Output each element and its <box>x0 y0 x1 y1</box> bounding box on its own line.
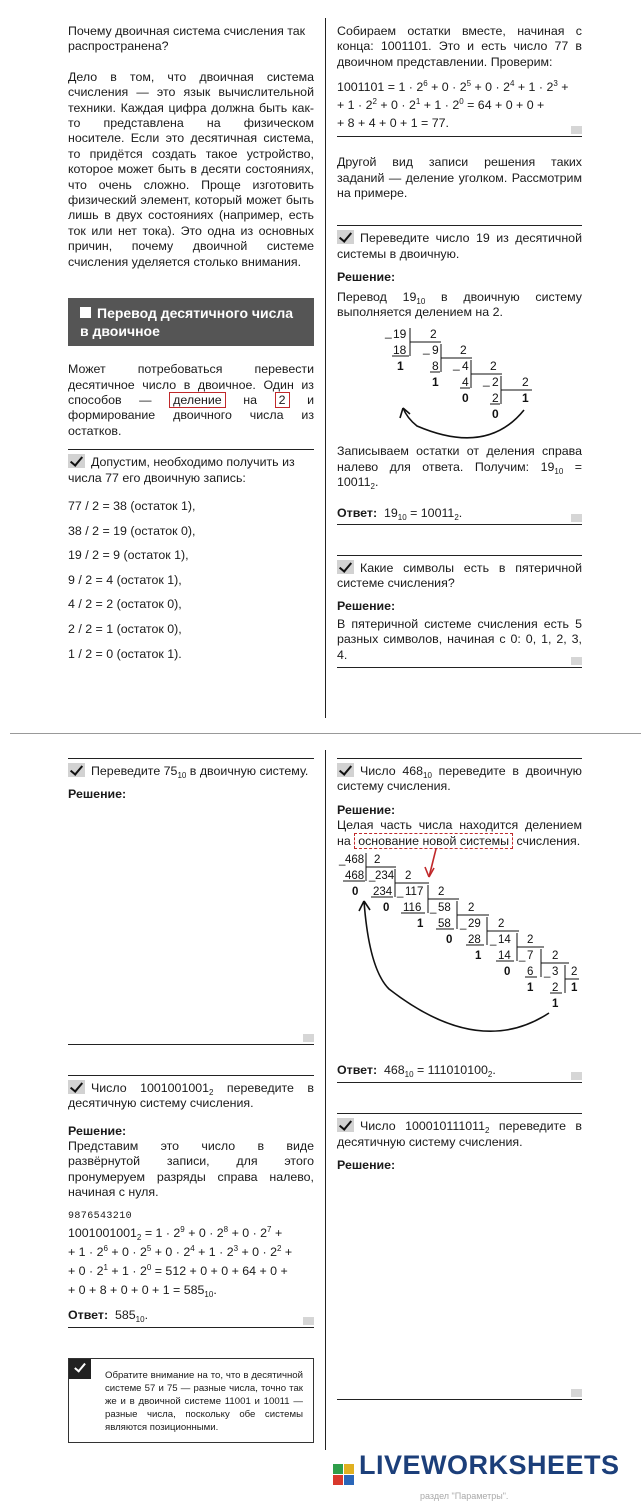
svg-text:1: 1 <box>397 359 404 374</box>
step-item: 9 / 2 = 4 (остаток 1), <box>68 572 182 587</box>
svg-text:116: 116 <box>403 902 422 915</box>
step-item: 38 / 2 = 19 (остаток 0), <box>68 523 196 538</box>
step-item: 77 / 2 = 38 (остаток 1), <box>68 498 196 513</box>
logo-icon <box>333 1464 355 1486</box>
long-division-468 <box>329 849 579 1049</box>
svg-text:2: 2 <box>492 375 499 390</box>
svg-text:2: 2 <box>527 934 534 947</box>
task19-result: Записываем остатки от деления справа налево для ответа. Получим: $19_{10} = 10011_2$. Ответ: $19_{10} = 10011_2$. <box>337 444 582 524</box>
verification: $1001101 = 1 \cdot 2^6 + 0 \cdot 2^5 + 0 \cdot 2^4 + 1 \cdot 2^3$ + + $1 \cdot 2^2 + 0 \cdot 2^1 + 1 \cdot 2^0 = 64 + 0 + 0$ + + 8 + 4 + 0 + 1 = 77. <box>337 78 582 137</box>
task-100010111011: Число $100010111011_2$ переведите в десятичную систему счисления. Решение: <box>337 1113 582 1399</box>
end-square <box>571 126 582 134</box>
task5-solution: Представим это число в виде развёрнутой записи, для этого пронумеруем разряды справа налево, начиная с нуля. <box>68 1139 314 1200</box>
svg-text:14: 14 <box>498 950 511 963</box>
step-item: 4 / 2 = 2 (остаток 0), <box>68 597 182 612</box>
svg-text:14: 14 <box>498 934 511 947</box>
svg-text:2: 2 <box>492 391 499 406</box>
step-item: 2 / 2 = 1 (остаток 0), <box>68 621 182 636</box>
task-468: Число $468_{10}$ переведите в двоичную систему счисления. Решение: Целая часть числа находится делением на основание новой системы счисления. _ 468 468 0 2 _ 234 234 0 2 _ 117 116 1 2 _ 58 58 0 2 _ 29 28 1 2 _ 14 14 0 2 _ 7 6 1 2 _ 3 2 1 2 1 Ответ: $468_{10} = 111010100_2$. <box>337 758 582 1083</box>
svg-text:1: 1 <box>417 918 424 931</box>
checkmark-icon <box>68 1080 85 1094</box>
logo-text: LIVEWORKSHEETS <box>359 1450 620 1480</box>
svg-text:8: 8 <box>432 359 439 374</box>
task-19: Переведите число 19 из десятичной системы в двоичную. Решение: Перевод $19_{10}$ в двоичную систему выполняется делением на 2. 19 _ 18 1 2 9 _ 8 1 2 4 _ 4 0 2 2 _ 2 0 2 1 Записываем остатки от деления справа налево для ответа. Получим: $19_{10} = 10011_2$. Ответ: $19_{10} = 10011_2$. <box>337 225 582 524</box>
svg-text:7: 7 <box>527 950 534 963</box>
svg-text:2: 2 <box>460 343 467 358</box>
svg-text:468: 468 <box>345 854 365 867</box>
svg-text:4: 4 <box>462 359 469 374</box>
svg-text:_: _ <box>369 870 376 883</box>
checkmark-icon <box>337 230 354 244</box>
svg-text:0: 0 <box>446 934 453 947</box>
svg-text:_: _ <box>385 326 392 340</box>
svg-text:1: 1 <box>571 982 578 995</box>
svg-text:0: 0 <box>383 902 390 915</box>
svg-text:2: 2 <box>430 327 437 342</box>
task19-solution: Перевод $19_{10}$ в двоичную систему выполняется делением на 2. <box>337 289 582 320</box>
svg-text:6: 6 <box>527 966 534 979</box>
svg-text:468: 468 <box>345 870 365 883</box>
answer-area-100010111011[interactable] <box>337 1174 582 1400</box>
answer-585: Ответ: $585_{10}$. <box>68 1308 314 1328</box>
steps-list <box>68 494 314 666</box>
solution-label: Решение: <box>337 270 396 285</box>
svg-text:_: _ <box>423 341 430 356</box>
left-column-bottom <box>68 758 314 1443</box>
svg-text:2: 2 <box>552 950 559 963</box>
svg-text:2: 2 <box>374 854 381 867</box>
svg-text:2: 2 <box>522 375 529 390</box>
svg-text:_: _ <box>430 902 437 915</box>
svg-text:2: 2 <box>468 902 475 915</box>
checkmark-icon <box>68 763 85 777</box>
svg-text:_: _ <box>460 918 467 931</box>
svg-text:234: 234 <box>373 886 393 899</box>
svg-text:28: 28 <box>468 934 481 947</box>
svg-text:1: 1 <box>522 391 529 406</box>
svg-text:0: 0 <box>492 407 499 422</box>
blank-two[interactable]: 2 <box>275 392 290 408</box>
blank-delenie[interactable]: деление <box>169 392 226 408</box>
svg-text:0: 0 <box>462 391 469 406</box>
task-1001001001: Число $1001001001_2$ переведите в десятичную систему счисления. Решение: Представим это число в виде развёрнутой записи, для этого пронумеруем разряды справа налево, начиная с нуля. 9876543210 $1001001001_2 = 1 \cdot 2^9 + 0 \cdot 2^8 + 0 \cdot 2^7$ + + $1 \cdot 2^6 + 0 \cdot 2^5 + 0 \cdot 2^4 + 1 \cdot 2^3 + 0 \cdot 2^2$ + + $0 \cdot 2^1 + 1 \cdot 2^0 = 512 + 0 + 0 + 64 + 0$ + + $0 + 8 + 0 + 0 + 1 = 585_{10}$. Ответ: $585_{10}$. <box>68 1075 314 1329</box>
other-view-paragraph: Другой вид записи решения таких заданий — деление уголком. Рассмотрим на примере. <box>337 155 582 201</box>
svg-text:_: _ <box>397 886 404 899</box>
svg-text:_: _ <box>453 357 460 372</box>
column-divider-bottom <box>325 750 326 1450</box>
question-answer: Дело в том, что двоичная система счисления — это язык вычислительной техники. Каждая цифра должна быть как-то представлена на физическом носителе. Если это десятичная система, то придётся создать такое устройство, которое может быть в десяти состояниях, что очень сложно. Проще изготовить физический элемент, который может быть лишь в двух состояниях (например, есть ток или нет тока). Это одна из основных причин, почему двоичной системе счисления уделяется столько внимания. <box>68 69 314 269</box>
blank-osnovanie[interactable]: основание новой системы <box>354 833 513 849</box>
svg-text:2: 2 <box>405 870 412 883</box>
solution-label: Решение: <box>68 1123 127 1138</box>
solution-label: Решение: <box>337 1158 396 1173</box>
answer-area-75[interactable] <box>68 803 314 1045</box>
svg-text:58: 58 <box>438 918 451 931</box>
svg-text:2: 2 <box>498 918 505 931</box>
svg-text:117: 117 <box>405 886 424 899</box>
answer-468: Ответ: $468_{10} = 111010100_2$. <box>337 1063 582 1083</box>
solution-label: Решение: <box>337 599 396 614</box>
svg-text:18: 18 <box>393 343 407 358</box>
svg-text:0: 0 <box>352 886 359 899</box>
svg-text:_: _ <box>490 934 497 947</box>
note-text: Обратите внимание на то, что в десятичной системе 57 и 75 — разные числа, точно так же и в двоичной системе 11001 и 10011 — разные числа, поскольку обе системы являются позиционными. <box>105 1370 303 1434</box>
svg-text:_: _ <box>519 950 526 963</box>
svg-text:1: 1 <box>475 950 482 963</box>
solution-label: Решение: <box>68 787 127 802</box>
step-item: 19 / 2 = 9 (остаток 1), <box>68 548 189 563</box>
svg-text:4: 4 <box>462 375 469 390</box>
solution-label: Решение: <box>337 802 396 817</box>
checkmark-icon <box>337 560 354 574</box>
svg-text:1: 1 <box>552 998 559 1011</box>
note-box <box>68 1358 314 1443</box>
column-divider <box>325 18 326 718</box>
svg-text:1: 1 <box>527 982 534 995</box>
svg-text:234: 234 <box>375 870 395 883</box>
checkmark-icon <box>337 1118 354 1132</box>
svg-text:2: 2 <box>552 982 559 995</box>
right-column-bottom <box>337 758 582 1400</box>
svg-text:9: 9 <box>432 343 439 358</box>
task-pentary: Какие символы есть в пятеричной системе счисления? Решение: В пятеричной системе счисления есть 5 разных символов, начиная с 0: 0, 1, 2, 3, 4. <box>337 555 582 668</box>
svg-text:2: 2 <box>490 359 497 374</box>
intro-paragraph: Может потребоваться перевести десятичное число в двоичное. Один из способов — деление на 2 и формирование двоичного числа из остатков. <box>68 362 315 438</box>
task-75: Переведите $75_{10}$ в двоичную систему. Решение: <box>68 758 314 1045</box>
section-heading: Перевод десятичного числа в двоичное <box>68 298 314 346</box>
long-division-19 <box>337 326 582 444</box>
svg-text:_: _ <box>339 854 346 867</box>
digit-index: 9876543210 <box>68 1210 133 1222</box>
right-column-top <box>337 24 582 682</box>
pentary-solution: В пятеричной системе счисления есть 5 разных символов, начиная с 0: 0, 1, 2, 3, 4. <box>337 617 582 668</box>
svg-text:0: 0 <box>504 966 511 979</box>
svg-text:58: 58 <box>438 902 451 915</box>
svg-text:1: 1 <box>432 375 439 390</box>
checkmark-icon <box>68 454 85 468</box>
svg-text:2: 2 <box>438 886 445 899</box>
liveworksheets-logo <box>333 1450 633 1488</box>
task6-solution: Целая часть числа находится делением на основание новой системы счисления. <box>337 818 582 848</box>
svg-text:2: 2 <box>571 966 578 979</box>
task-77: Допустим, необходимо получить из числа 77 его двоичную запись: 77 / 2 = 38 (остаток 1), 38 / 2 = 19 (остаток 0), 19 / 2 = 9 (остаток 1), 9 / 2 = 4 (остаток 1), 4 / 2 = 2 (остаток 0), 2 / 2 = 1 (остаток 0), 1 / 2 = 0 (остаток 1). <box>68 449 314 666</box>
collect-paragraph: Собираем остатки вместе, начиная с конца: 1001101. Это и есть число 77 в двоичном представлении. Проверим: <box>337 24 582 69</box>
svg-text:29: 29 <box>468 918 481 931</box>
check-badge-icon <box>69 1359 91 1379</box>
svg-text:19: 19 <box>393 327 407 342</box>
left-column-top <box>68 24 314 666</box>
svg-text:_: _ <box>483 373 490 388</box>
svg-text:_: _ <box>544 966 551 979</box>
page-separator <box>10 733 641 734</box>
question-title: Почему двоичная система счисления так распространена? <box>68 24 306 54</box>
checkmark-icon <box>337 763 354 777</box>
step-item: 1 / 2 = 0 (остаток 1). <box>68 646 182 661</box>
svg-text:3: 3 <box>552 966 559 979</box>
expansion: $1001001001_2 = 1 \cdot 2^9 + 0 \cdot 2^8 + 0 \cdot 2^7$ + + $1 \cdot 2^6 + 0 \cdot 2^5 + 0 \cdot 2^4 + 1 \cdot 2^3 + 0 \cdot 2^2$ + + $0 \cdot 2^1 + 1 \cdot 2^0 = 512 + 0 + 0 + 64 + 0$ + + $0 + 8 + 0 + 0 + 1 = 585_{10}$. <box>68 1225 293 1300</box>
footer-sub: раздел "Параметры". <box>420 1491 509 1501</box>
